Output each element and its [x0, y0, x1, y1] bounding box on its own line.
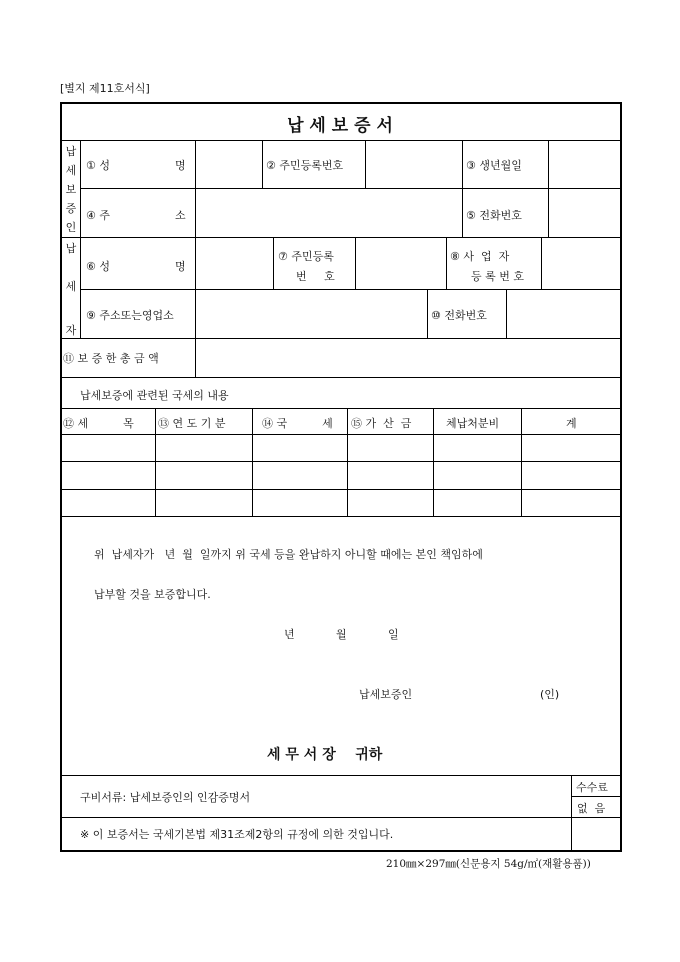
- guarantor-name-field[interactable]: [196, 141, 262, 188]
- taxpayer-biz-label-2: 등 록 번 호: [471, 270, 524, 283]
- tax-table-header: ⑭ 국 세: [262, 417, 333, 430]
- guarantor-name-label-end: 명: [175, 159, 186, 172]
- total-amount-label: ⑪ 보 증 한 총 금 액: [63, 352, 159, 365]
- taxpayer-name-field[interactable]: [196, 238, 273, 289]
- required-documents: 구비서류: 납세보증인의 인감증명서: [80, 791, 251, 804]
- form-label: [별지 제11호서식]: [60, 82, 150, 95]
- taxpayer-rrn-field[interactable]: [356, 238, 446, 289]
- guarantor-rrn-field[interactable]: [366, 141, 462, 188]
- taxpayer-rrn-label-2: 번 호: [296, 270, 335, 283]
- total-amount-field[interactable]: [196, 339, 619, 377]
- taxpayer-phone-label: ⑩ 전화번호: [431, 309, 487, 322]
- taxpayer-biz-label: ⑧ 사 업 자: [450, 250, 510, 263]
- tax-table-header: ⑮ 가 산 금: [351, 417, 412, 430]
- taxpayer-address-label: ⑨ 주소또는영업소: [86, 309, 174, 322]
- signer-label: 납세보증인: [359, 688, 413, 701]
- taxpayer-phone-field[interactable]: [507, 290, 619, 338]
- taxpayer-name-label: ⑥ 성: [86, 260, 110, 273]
- legal-note: ※ 이 보증서는 국세기본법 제31조제2항의 규정에 의한 것입니다.: [80, 828, 394, 841]
- guarantor-address-label-end: 소: [175, 209, 186, 222]
- table-row[interactable]: [62, 490, 620, 516]
- tax-table-header: ⑫ 세 목: [63, 417, 134, 430]
- statement-line-2: 납부할 것을 보증합니다.: [94, 588, 211, 601]
- fee-label: 수수료: [576, 781, 608, 794]
- seal-label: (인): [540, 688, 560, 701]
- date-day: 일: [388, 628, 399, 641]
- guarantor-rrn-label: ② 주민등록번호: [266, 159, 344, 172]
- guarantor-address-label: ④ 주: [86, 209, 110, 222]
- guarantor-phone-label: ⑤ 전화번호: [466, 209, 522, 222]
- date-month: 월: [336, 628, 347, 641]
- statement-line-1: 위 납세자가 년 월 일까지 위 국세 등을 완납하지 아니할 때에는 본인 책임하에: [94, 548, 483, 561]
- page-title: 납 세 보 증 서: [287, 116, 393, 136]
- tax-table-header: 계: [566, 417, 577, 430]
- tax-table-header: 체납처분비: [446, 417, 500, 430]
- guarantor-birth-field[interactable]: [549, 141, 619, 188]
- paper-spec: 210㎜×297㎜(신문용지 54g/㎡(재활용품)): [386, 858, 591, 870]
- guarantor-name-label: ① 성: [86, 159, 110, 172]
- guarantor-address-field[interactable]: [196, 189, 462, 237]
- guarantor-birth-label: ③ 생년월일: [466, 159, 522, 172]
- table-row[interactable]: [62, 462, 620, 489]
- tax-table-header: ⑬ 연 도 기 분: [158, 417, 226, 430]
- date-year: 년: [284, 628, 295, 641]
- addressee: 세 무 서 장 귀하: [267, 747, 383, 763]
- taxpayer-address-field[interactable]: [196, 290, 427, 338]
- guarantor-phone-field[interactable]: [549, 189, 619, 237]
- table-row[interactable]: [62, 435, 620, 461]
- tax-section-label: 납세보증에 관련된 국세의 내용: [80, 389, 229, 402]
- guarantor-side-label: 납 세 보 증 인: [65, 145, 77, 234]
- taxpayer-rrn-label: ⑦ 주민등록: [278, 250, 334, 263]
- taxpayer-name-label-end: 명: [175, 260, 186, 273]
- taxpayer-biz-field[interactable]: [542, 238, 619, 289]
- fee-value: 없 음: [577, 802, 606, 815]
